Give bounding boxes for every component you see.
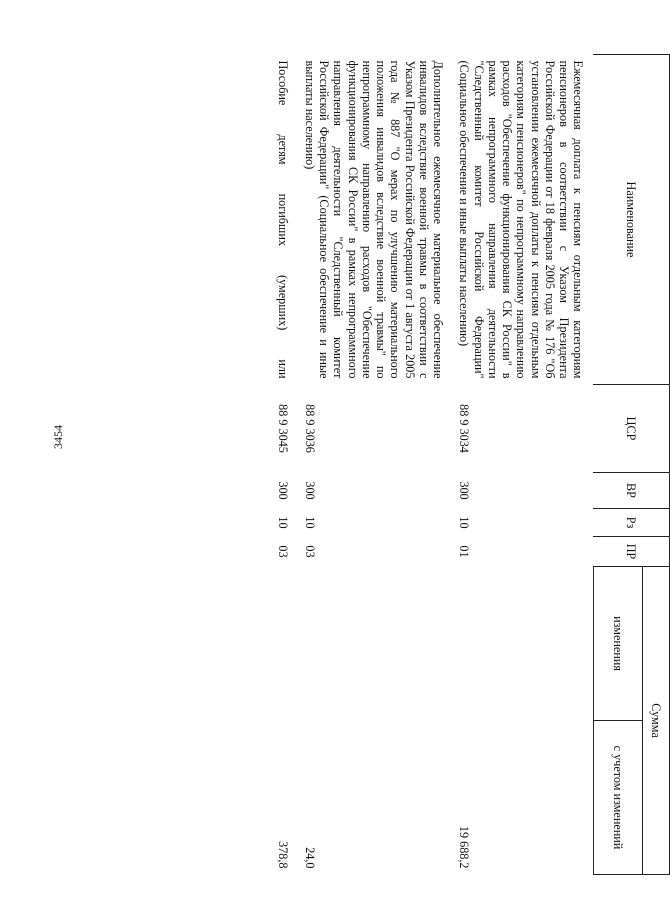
row-vr: 300 <box>457 481 472 500</box>
page-number: 3454 <box>51 425 65 449</box>
row-changes <box>445 567 593 721</box>
header-with-changes: с учетом изменений <box>594 721 643 875</box>
header-name: Наименование <box>594 55 670 385</box>
table-row <box>445 55 593 875</box>
row-rz: 10 <box>457 516 472 529</box>
row-csr: 88 9 3034 <box>457 404 472 453</box>
row-name: Ежемесячная доплата к пенсиям отдельным категориям пенсионеров в соответствии с Указом Президента Российской Федерации от 18 февраля 2005 года № 176 "Об установлении ежемесячной доплаты к пенсиям отдельным категориям пенсионеров" по непрограммному направлению расходов "Обеспечение функционирования СК России" в рамках непрограммного направления деятельности "Следственный комитет Российской Федерации" (Социальное обеспечение и иные выплаты населению) <box>457 60 586 379</box>
header-rz: Рз <box>594 509 670 537</box>
row-changes <box>276 567 290 721</box>
header-changes: изменения <box>594 567 643 721</box>
table-row <box>290 55 445 875</box>
row-pr: 01 <box>457 545 472 558</box>
row-csr: 88 9 3036 <box>302 404 317 453</box>
row-rz: 10 <box>276 516 291 529</box>
header-pr: ПР <box>594 537 670 567</box>
row-pr: 03 <box>302 545 317 558</box>
row-vr: 300 <box>302 481 317 500</box>
budget-table <box>276 54 670 875</box>
row-with-changes: 378,8 <box>276 841 291 869</box>
header-vr: ВР <box>594 473 670 509</box>
row-rz: 10 <box>302 516 317 529</box>
row-pr: 03 <box>276 545 291 558</box>
row-with-changes: 24,0 <box>302 847 317 869</box>
table-row <box>276 55 290 875</box>
row-vr: 300 <box>276 481 291 500</box>
row-csr: 88 9 3045 <box>276 404 291 453</box>
header-csr: ЦСР <box>594 385 670 473</box>
row-with-changes: 19 688,2 <box>457 825 472 869</box>
row-name: Дополнительное ежемесячное материальное обеспечение инвалидов вследствие военной травмы в соответствии с Указом Президента Российской Федерации от 1 августа 2005 года № 887 "О мерах по улучшению материального положения инвалидов вследствие военной травмы" по непрограммному направлению расходов "Обеспечение функционирования СК России" в рамках непрограммного направления деятельности "Следственный комитет Российской Федерации" (Социальное обеспечение и иные выплаты населению) <box>302 60 446 379</box>
row-name: Пособие детям погибших (умерших) или <box>276 60 291 379</box>
header-sum-group: Сумма <box>643 567 670 875</box>
row-changes <box>290 567 445 721</box>
rotated-page-content <box>110 42 670 882</box>
